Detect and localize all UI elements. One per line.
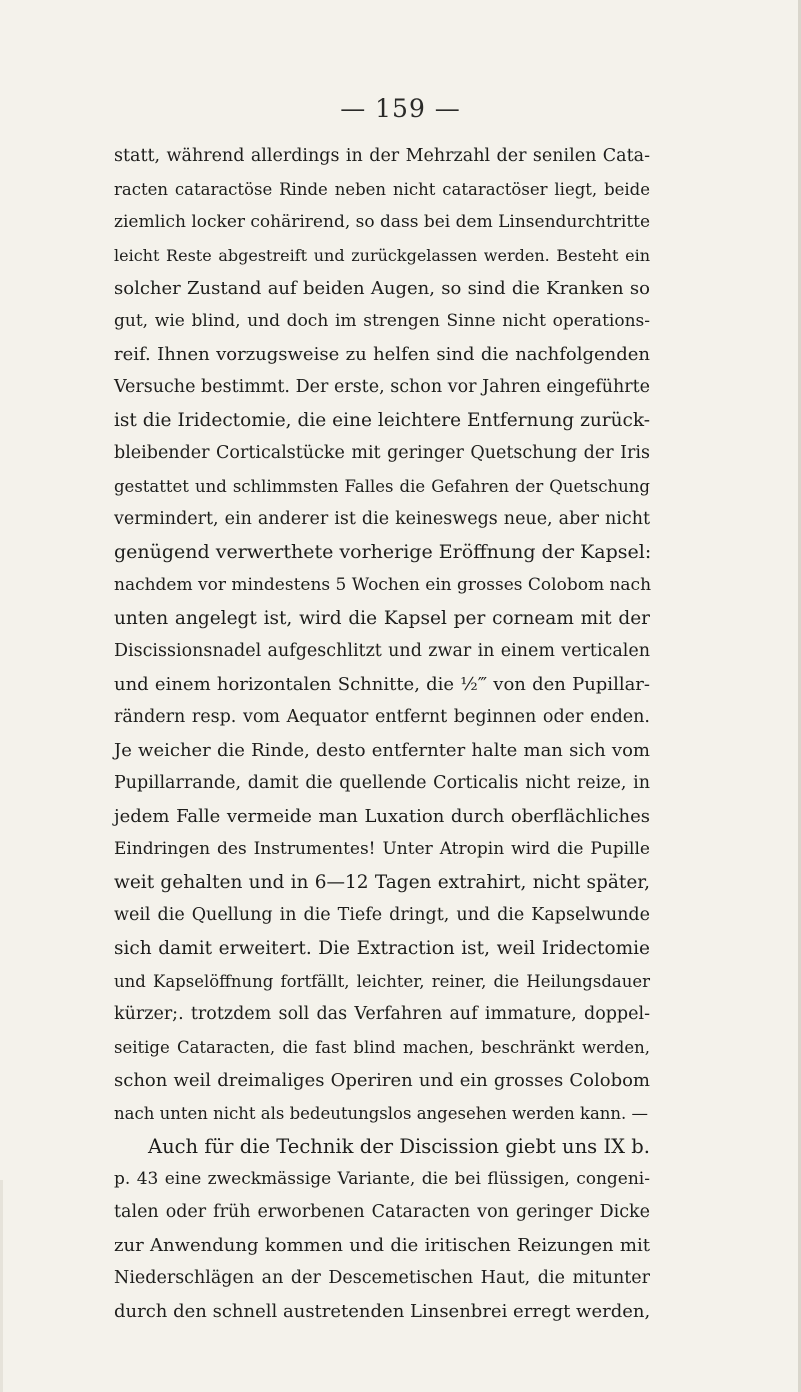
text-line: nach unten nicht als bedeutungslos angesehen werden kann. — xyxy=(114,1104,649,1123)
body-text xyxy=(114,140,650,1328)
text-line: reif. Ihnen vorzugsweise zu helfen sind die nachfolgenden xyxy=(114,344,650,365)
text-line: Je weicher die Rinde, desto entfernter halte man sich vom xyxy=(114,740,650,761)
text-line: talen oder früh erworbenen Cataracten von geringer Dicke xyxy=(114,1202,650,1222)
text-line: kürzer;. trotzdem soll das Verfahren auf immature, doppel- xyxy=(114,1004,650,1024)
text-line: seitige Cataracten, die fast blind machen, beschränkt werden, xyxy=(114,1038,650,1057)
text-line: durch den schnell austretenden Linsenbrei erregt werden, xyxy=(114,1301,651,1322)
text-line: leicht Reste abgestreift und zurückgelassen werden. Besteht ein xyxy=(114,246,650,265)
text-line: bleibender Corticalstücke mit geringer Quetschung der Iris xyxy=(114,443,650,463)
text-line: gestattet und schlimmsten Falles die Gefahren der Quetschung xyxy=(114,477,650,496)
text-line: genügend verwerthete vorherige Eröffnung der Kapsel: xyxy=(114,541,652,563)
text-line: jedem Falle vermeide man Luxation durch oberflächliches xyxy=(114,806,650,827)
text-line: nachdem vor mindestens 5 Wochen ein grosses Colobom nach xyxy=(114,575,652,595)
text-line: Discissionsnadel aufgeschlitzt und zwar in einem verticalen xyxy=(114,641,650,661)
text-line: gut, wie blind, und doch im strengen Sinne nicht operations- xyxy=(114,311,650,331)
text-line: ist die Iridectomie, die eine leichtere Entfernung zurück- xyxy=(114,410,650,431)
text-line: sich damit erweitert. Die Extraction ist, weil Iridectomie xyxy=(114,938,650,959)
text-line: ziemlich locker cohärirend, so dass bei dem Linsendurchtritte xyxy=(114,212,651,232)
text-line: und Kapselöffnung fortfällt, leichter, reiner, die Heilungsdauer xyxy=(114,972,650,991)
text-line: solcher Zustand auf beiden Augen, so sind die Kranken so xyxy=(114,278,650,299)
text-line: Pupillarrande, damit die quellende Corticalis nicht reize, in xyxy=(114,773,650,793)
text-line: p. 43 eine zweckmässige Variante, die bei flüssigen, congeni- xyxy=(114,1169,650,1189)
text-line-paragraph-start: Auch für die Technik der Discission giebt uns IX b. xyxy=(148,1135,650,1158)
text-line: und einem horizontalen Schnitte, die ½‴ von den Pupillar- xyxy=(114,674,650,695)
text-line: zur Anwendung kommen und die iritischen Reizungen mit xyxy=(114,1235,650,1256)
text-line: vermindert, ein anderer ist die keineswegs neue, aber nicht xyxy=(114,509,650,529)
text-line: racten cataractöse Rinde neben nicht cataractöser liegt, beide xyxy=(114,180,650,199)
page-number: — 159 — xyxy=(340,94,461,123)
text-line: statt, während allerdings in der Mehrzahl der senilen Cata- xyxy=(114,146,650,166)
page-fold-shadow xyxy=(0,1180,3,1392)
text-line: Eindringen des Instrumentes! Unter Atropin wird die Pupille xyxy=(114,839,650,859)
text-line: Niederschlägen an der Descemetischen Haut, die mitunter xyxy=(114,1268,650,1288)
text-line: weit gehalten und in 6—12 Tagen extrahirt, nicht später, xyxy=(114,872,650,893)
text-line: rändern resp. vom Aequator entfernt beginnen oder enden. xyxy=(114,707,650,727)
text-line: unten angelegt ist, wird die Kapsel per corneam mit der xyxy=(114,608,650,629)
text-line: schon weil dreimaliges Operiren und ein grosses Colobom xyxy=(114,1070,650,1091)
text-line: Versuche bestimmt. Der erste, schon vor Jahren eingeführte xyxy=(114,377,650,397)
text-line: weil die Quellung in die Tiefe dringt, und die Kapselwunde xyxy=(114,905,650,925)
